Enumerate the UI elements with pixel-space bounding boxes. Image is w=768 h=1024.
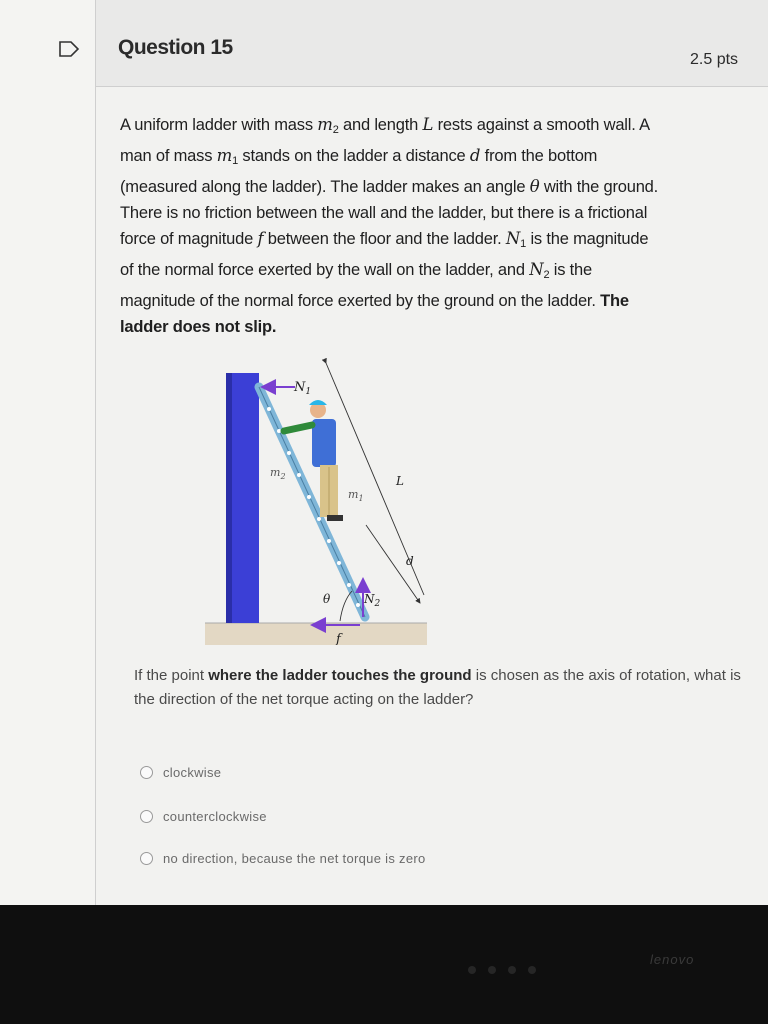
svg-text:N2: $N_2$	[364, 592, 381, 609]
text-line: There is no friction between the wall and the ladder, but there is a frictional	[120, 204, 648, 222]
svg-text:m2: $m_2$	[270, 466, 286, 481]
text-line: man of mass $m_1$ stands on the ladder a distance d from the bottom	[120, 146, 598, 167]
text-line: of the normal force exerted by the wall on the ladder, and $N_2$ is the	[120, 260, 593, 281]
svg-text:N1: $N_1$	[294, 380, 312, 397]
question-divider	[95, 0, 96, 905]
status-indicators	[468, 966, 536, 974]
svg-text:m1: $m_1$	[348, 488, 364, 503]
text-line: (measured along the ladder). The ladder makes an angle θ with the ground.	[120, 177, 659, 196]
text-line: force of magnitude f between the floor and the ladder. $N_1$ is the magnitude	[120, 229, 649, 250]
left-margin	[0, 0, 95, 905]
svg-text:θ: θ	[323, 592, 331, 606]
ground	[205, 623, 427, 645]
question-points: 2.5 pts	[690, 51, 739, 68]
option-label: counterclockwise	[163, 809, 267, 824]
brand-logo: lenovo	[650, 952, 695, 967]
indicator-light	[528, 966, 536, 974]
radio-button[interactable]	[140, 810, 153, 823]
radio-button[interactable]	[140, 766, 153, 779]
svg-text:f: f	[336, 632, 341, 645]
option-clockwise[interactable]	[140, 765, 221, 780]
svg-text:L: L	[396, 474, 404, 488]
radio-button[interactable]	[140, 852, 153, 865]
indicator-light	[488, 966, 496, 974]
indicator-light	[468, 966, 476, 974]
option-no-direction[interactable]	[140, 851, 426, 866]
ladder-diagram	[200, 355, 440, 645]
indicator-light	[508, 966, 516, 974]
question-text	[120, 112, 750, 340]
option-label: no direction, because the net torque is zero	[163, 851, 426, 866]
option-counterclockwise[interactable]	[140, 809, 267, 824]
question-title: Question 15	[118, 36, 233, 59]
flag-question-icon[interactable]	[58, 40, 80, 58]
option-label: clockwise	[163, 765, 222, 780]
text-line: A uniform ladder with mass $m_2$ and length L rests against a smooth wall. A	[120, 115, 650, 136]
svg-text:d: d	[406, 554, 414, 568]
text-line: ladder does not slip.	[120, 318, 277, 336]
question-prompt: If the point where the ladder touches the ground is chosen as the axis of rotation, what is the direction of the net torque acting on the ladder?	[134, 667, 741, 708]
text-line: magnitude of the normal force exerted by the ground on the ladder. The	[120, 292, 629, 310]
